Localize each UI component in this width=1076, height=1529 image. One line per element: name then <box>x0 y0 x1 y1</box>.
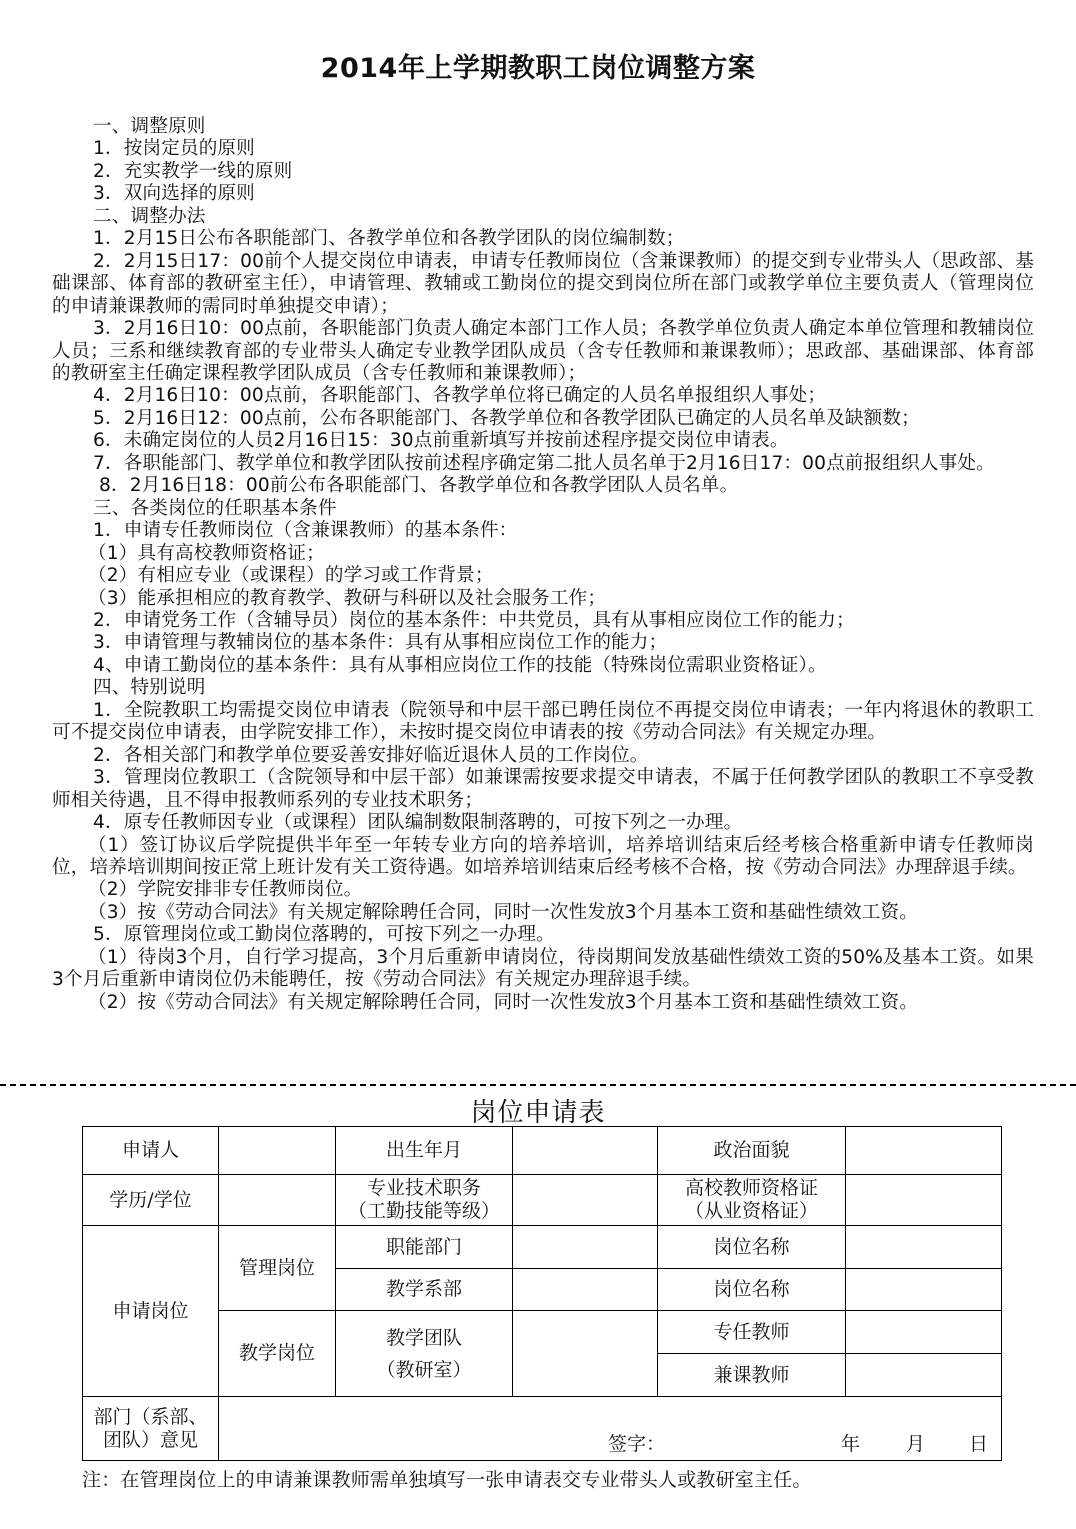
list-item: （3）按《劳动合同法》有关规定解除聘任合同，同时一次性发放3个月基本工资和基础性绩效工资。 <box>88 901 918 923</box>
professional-title-label-line2: （工勤技能等级） <box>347 1200 500 1222</box>
teaching-team-label-line2: （教研室） <box>376 1358 472 1381</box>
teaching-team-label-line1: 教学团队 <box>385 1326 462 1349</box>
political-status-field[interactable] <box>846 1127 1002 1175</box>
department-opinion-label-line1: 部门（系部、 <box>93 1405 208 1428</box>
list-item: 4．原专任教师因专业（或课程）团队编制数限制落聘的，可按下列之一办理。 <box>93 812 743 834</box>
list-item: 3．双向选择的原则 <box>93 183 255 205</box>
birth-date-field[interactable] <box>513 1127 658 1175</box>
teacher-certificate-label <box>658 1175 846 1226</box>
list-item: 7．各职能部门、教学单位和教学团队按前述程序确定第二批人员名单于2月16日17：00点前报组织人事处。 <box>93 452 995 474</box>
list-item: 3．2月16日10：00点前，各职能部门负责人确定本部门工作人员；各教学单位负责人确定本单位管理和教辅岗位人员；三系和继续教育部的专业带头人确定专业教学团队成员（含专任教师和兼课教师）；思政部、基础课部、体育部的教研室主任确定课程教学团队成员（含专任教师和兼课教师）； <box>52 318 1034 384</box>
teaching-team-label <box>336 1311 513 1397</box>
list-item: （2）有相应专业（或课程）的学习或工作背景； <box>88 565 494 587</box>
list-item: 1．全院教职工均需提交岗位申请表（院领导和中层干部已聘任岗位不再提交岗位申请表；一年内将退休的教职工可不提交岗位申请表，由学院安排工作），未按时提交岗位申请表的按《劳动合同法》有关规定办理。 <box>52 699 1034 744</box>
list-item: （1）具有高校教师资格证； <box>88 542 325 564</box>
document-title: 2014年上学期教职工岗位调整方案 <box>320 53 756 84</box>
professional-title-label-line1: 专业技术职务 <box>366 1177 481 1199</box>
department-opinion-field[interactable] <box>219 1397 1002 1461</box>
applicant-label: 申请人 <box>83 1127 219 1175</box>
professional-title-field[interactable] <box>513 1175 658 1226</box>
parttime-teacher-field[interactable] <box>846 1354 1002 1397</box>
fulltime-teacher-label: 专任教师 <box>658 1311 846 1354</box>
position-label: 申请岗位 <box>83 1226 219 1397</box>
teaching-dept-field[interactable] <box>513 1269 658 1311</box>
year-label: 年 <box>841 1433 861 1455</box>
document-body <box>52 116 1034 1014</box>
list-item: （3）能承担相应的教育教学、教研与科研以及社会服务工作； <box>88 587 607 609</box>
political-status-label: 政治面貌 <box>658 1127 846 1175</box>
form-title: 岗位申请表 <box>470 1098 606 1128</box>
teaching-dept-label: 教学系部 <box>336 1269 513 1311</box>
functional-dept-field[interactable] <box>513 1226 658 1269</box>
teaching-team-field[interactable] <box>513 1311 658 1397</box>
section-heading: 二、调整办法 <box>93 205 206 227</box>
signature-label: 签字： <box>608 1433 666 1455</box>
list-item: （1）签订协议后学院提供半年至一年转专业方向的培养培训，培养培训结束后经考核合格重新申请专任教师岗位，培养培训期间按正常上班计发有关工资待遇。如培养培训结束后经考核不合格，按《劳动合同法》办理辞退手续。 <box>52 834 1034 878</box>
day-label: 日 <box>969 1433 989 1455</box>
functional-post-name-field[interactable] <box>846 1226 1002 1269</box>
teaching-position-label: 教学岗位 <box>219 1311 336 1397</box>
month-label: 月 <box>906 1433 926 1455</box>
functional-post-name-label: 岗位名称 <box>658 1226 846 1269</box>
list-item: 1．按岗定员的原则 <box>93 138 255 160</box>
list-item: 8．2月16日18：00前公布各职能部门、各教学单位和各教学团队人员名单。 <box>99 475 739 497</box>
professional-title-label <box>336 1175 513 1226</box>
list-item: 6．未确定岗位的人员2月16日15：30点前重新填写并按前述程序提交岗位申请表。 <box>93 430 789 452</box>
list-item: 3．申请管理与教辅岗位的基本条件：具有从事相应岗位工作的能力； <box>93 632 668 654</box>
list-item: （2）学院安排非专任教师岗位。 <box>88 879 363 901</box>
functional-dept-label: 职能部门 <box>336 1226 513 1269</box>
teacher-certificate-label-line2: （从业资格证） <box>684 1200 818 1222</box>
management-position-label: 管理岗位 <box>219 1226 336 1311</box>
section-heading: 三、各类岗位的任职基本条件 <box>93 497 337 519</box>
applicant-field[interactable] <box>219 1127 336 1175</box>
application-form-table <box>82 1126 1002 1461</box>
teaching-post-name-label: 岗位名称 <box>658 1269 846 1311</box>
cut-line-divider <box>0 1084 1076 1086</box>
section-heading: 一、调整原则 <box>93 116 206 137</box>
list-item: （1）待岗3个月，自行学习提高，3个月后重新申请岗位，待岗期间发放基础性绩效工资的50%及基本工资。如果3个月后重新申请岗位仍未能聘任，按《劳动合同法》有关规定办理辞退手续。 <box>52 946 1034 991</box>
fulltime-teacher-field[interactable] <box>846 1311 1002 1354</box>
list-item: 3．管理岗位教职工（含院领导和中层干部）如兼课需按要求提交申请表，不属于任何教学团队的教职工不享受教师相关待遇，且不得申报教师系列的专业技术职务； <box>52 767 1034 811</box>
education-field[interactable] <box>219 1175 336 1226</box>
form-note: 注：在管理岗位上的申请兼课教师需单独填写一张申请表交专业带头人或教研室主任。 <box>82 1469 812 1491</box>
list-item: （2）按《劳动合同法》有关规定解除聘任合同，同时一次性发放3个月基本工资和基础性绩效工资。 <box>88 991 918 1013</box>
list-item: 1．申请专任教师岗位（含兼课教师）的基本条件： <box>93 520 518 542</box>
department-opinion-label-line2: 团队）意见 <box>102 1428 198 1451</box>
teaching-post-name-field[interactable] <box>846 1269 1002 1311</box>
section-heading: 四、特别说明 <box>93 677 206 699</box>
teacher-certificate-field[interactable] <box>846 1175 1002 1226</box>
department-opinion-label <box>83 1397 219 1461</box>
list-item: 2．充实教学一线的原则 <box>93 160 293 182</box>
list-item: 4、申请工勤岗位的基本条件：具有从事相应岗位工作的技能（特殊岗位需职业资格证）。 <box>93 654 827 676</box>
list-item: 5．2月16日12：00点前，公布各职能部门、各教学单位和各教学团队已确定的人员名单及缺额数； <box>93 407 920 429</box>
list-item: 2．2月15日17：00前个人提交岗位申请表，申请专任教师岗位（含兼课教师）的提交到专业带头人（思政部、基础课部、体育部的教研室主任），申请管理、教辅或工勤岗位的提交到岗位所在部门或教学单位主要负责人（管理岗位的申请兼课教师的需同时单独提交申请）； <box>52 250 1034 317</box>
teacher-certificate-label-line1: 高校教师资格证 <box>684 1177 818 1199</box>
education-label: 学历/学位 <box>83 1175 219 1226</box>
list-item: 1．2月15日公布各职能部门、各教学单位和各教学团队的岗位编制数； <box>93 228 685 250</box>
birth-date-label: 出生年月 <box>336 1127 513 1175</box>
parttime-teacher-label: 兼课教师 <box>658 1354 846 1397</box>
list-item: 5．原管理岗位或工勤岗位落聘的，可按下列之一办理。 <box>93 924 555 946</box>
list-item: 2．申请党务工作（含辅导员）岗位的基本条件：中共党员，具有从事相应岗位工作的能力； <box>93 609 855 631</box>
list-item: 4．2月16日10：00点前，各职能部门、各教学单位将已确定的人员名单报组织人事处； <box>93 385 827 407</box>
list-item: 2．各相关部门和教学单位要妥善安排好临近退休人员的工作岗位。 <box>93 744 649 766</box>
